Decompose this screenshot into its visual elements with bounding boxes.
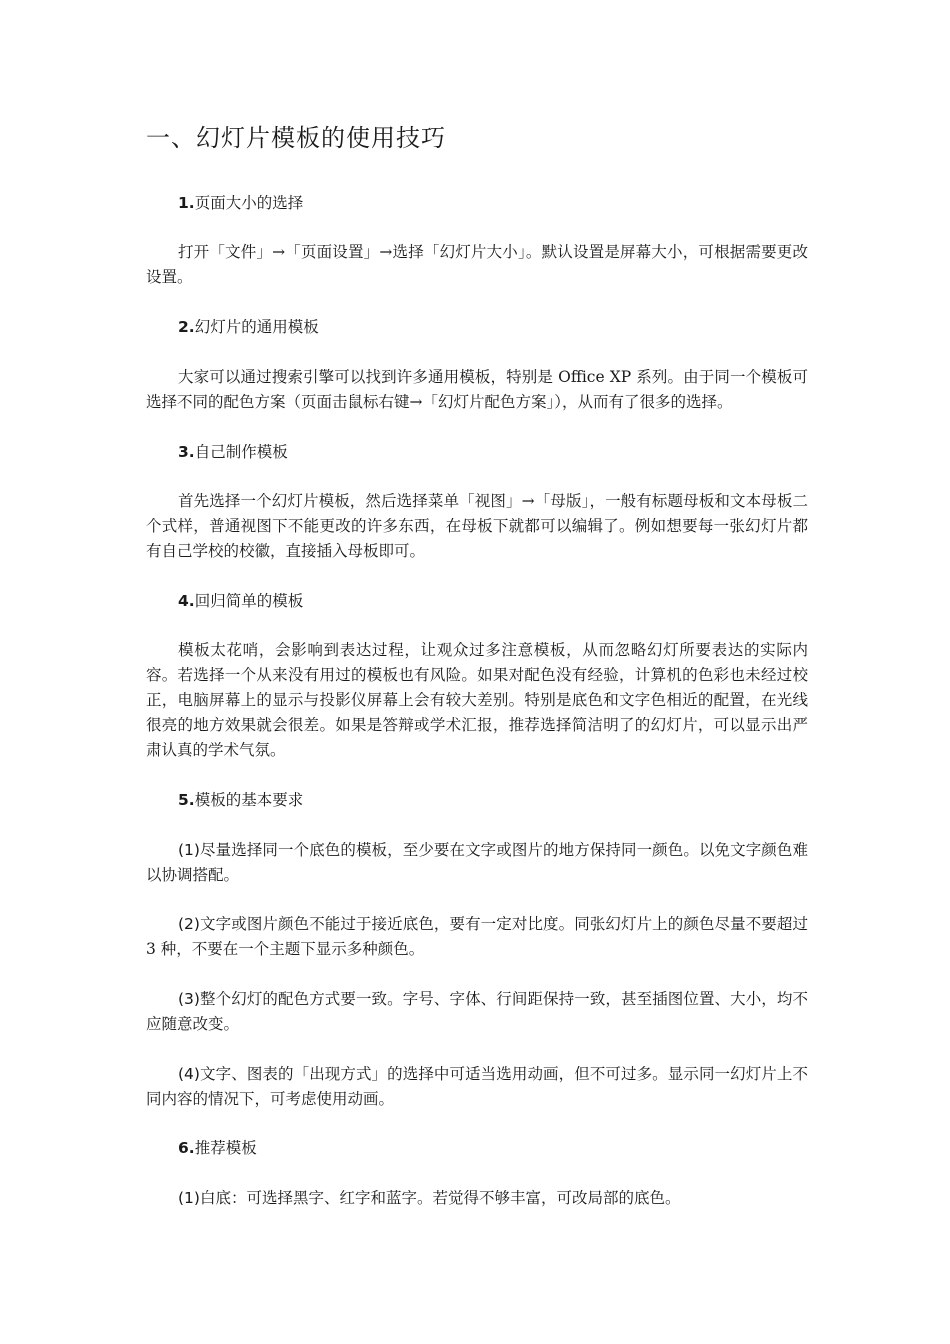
section-heading-text: 页面大小的选择 [194,194,304,212]
item-number: (4) [178,1065,200,1083]
section-heading-1 [178,191,303,215]
item-number: (3) [178,990,200,1008]
section-heading-4 [178,589,303,613]
section-heading-5 [178,788,303,812]
item-text: 文字或图片颜色不能过于接近底色，要有一定对比度。同张幻灯片上的颜色尽量不要超过 3 种，不要在一个主题下显示多种颜色。 [146,915,808,958]
section-heading-text: 模板的基本要求 [194,791,304,809]
section-number: 4. [178,592,195,610]
item-text: 整个幻灯的配色方式要一致。字号、字体、行间距保持一致，甚至插图位置、大小，均不应随意改变。 [146,990,808,1033]
item-text: 白底：可选择黑字、红字和蓝字。若觉得不够丰富，可改局部的底色。 [199,1189,681,1207]
paragraph: 打开「文件」→「页面设置」→选择「幻灯片大小」。默认设置是屏幕大小，可根据需要更改设置。 [146,243,808,286]
section-heading-2 [178,315,319,339]
section-number: 3. [178,443,195,461]
document-title: 一、幻灯片模板的使用技巧 [146,124,446,152]
section-heading-text: 回归简单的模板 [194,592,304,610]
list-paragraph [146,838,808,888]
section-number: 1. [178,194,195,212]
paragraph: 模板太花哨，会影响到表达过程，让观众过多注意模板，从而忽略幻灯所要表达的实际内容。若选择一个从来没有用过的模板也有风险。如果对配色没有经验，计算机的色彩也未经过校正，电脑屏幕上的显示与投影仪屏幕上会有较大差别。特别是底色和文字色相近的配置，在光线很亮的地方效果就会很差。如果是答辩或学术汇报，推荐选择简洁明了的幻灯片，可以显示出严肃认真的学术气氛。 [146,641,808,759]
item-number: (2) [178,915,200,933]
paragraph: 大家可以通过搜索引擎可以找到许多通用模板，特别是 Office XP 系列。由于同一个模板可选择不同的配色方案（页面击鼠标右键→「幻灯片配色方案」），从而有了很多的选择。 [146,368,808,411]
list-paragraph [146,987,808,1037]
paragraph: 首先选择一个幻灯片模板，然后选择菜单「视图」→「母版」，一般有标题母板和文本母板二个式样，普通视图下不能更改的许多东西，在母板下就都可以编辑了。例如想要每一张幻灯片都有自己学校的校徽，直接插入母板即可。 [146,492,808,560]
section-heading-text: 推荐模板 [194,1139,257,1157]
section-number: 2. [178,318,195,336]
section-number: 6. [178,1139,195,1157]
section-heading-text: 幻灯片的通用模板 [194,318,319,336]
item-text: 尽量选择同一个底色的模板，至少要在文字或图片的地方保持同一颜色。以免文字颜色难以协调搭配。 [146,841,808,884]
list-paragraph [146,912,808,962]
item-text: 文字、图表的「出现方式」的选择中可适当选用动画，但不可过多。显示同一幻灯片上不同内容的情况下，可考虑使用动画。 [146,1065,808,1108]
list-paragraph [146,1062,808,1112]
section-heading-6 [178,1136,257,1160]
section-number: 5. [178,791,195,809]
section-heading-3 [178,440,288,464]
item-number: (1) [178,1189,200,1207]
list-paragraph [146,1186,808,1211]
item-number: (1) [178,841,200,859]
section-heading-text: 自己制作模板 [194,443,288,461]
